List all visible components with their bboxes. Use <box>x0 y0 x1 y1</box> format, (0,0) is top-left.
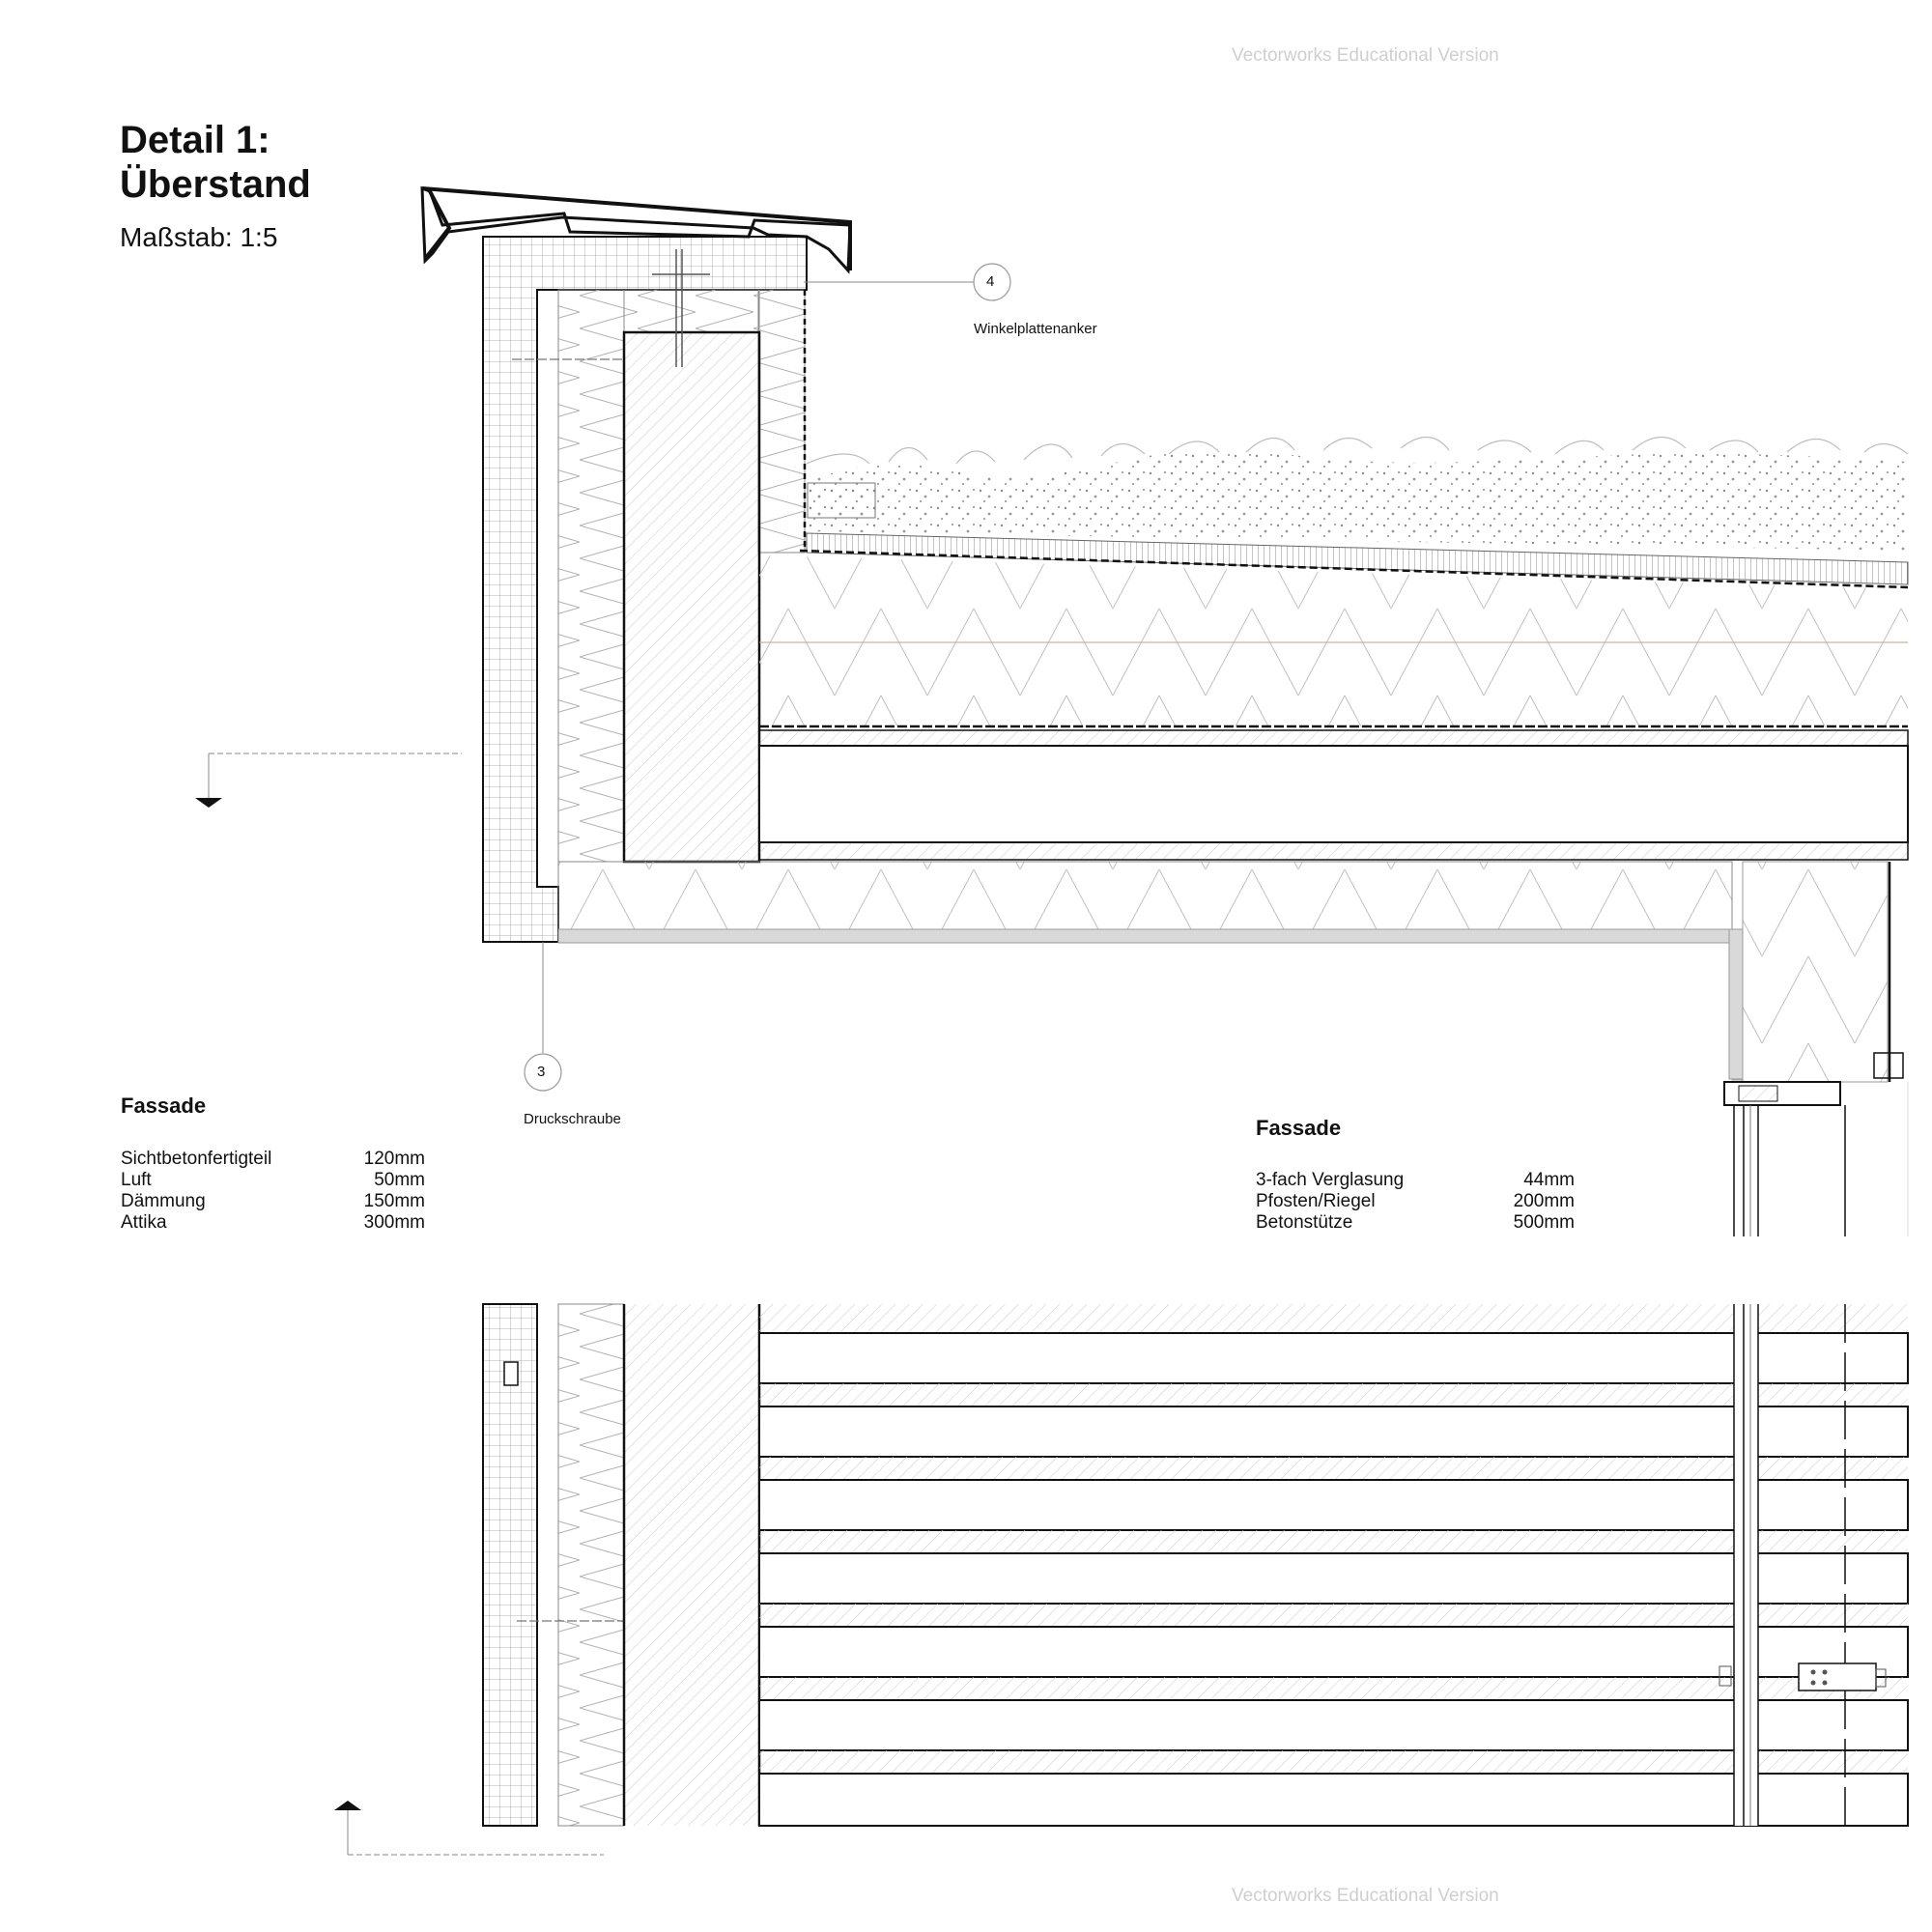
spec-left-row-value: 300mm <box>363 1212 425 1233</box>
roof-slab <box>759 730 1908 860</box>
spec-right-row-value: 200mm <box>1513 1191 1575 1211</box>
spec-right-heading: Fassade <box>1256 1116 1342 1140</box>
roof-insulation <box>759 555 1908 727</box>
scale-label: Maßstab: 1:5 <box>120 222 278 252</box>
spec-right-row-name: Betonstütze <box>1256 1212 1353 1233</box>
lower-parapet-wall <box>624 1304 759 1826</box>
spec-left-row-value: 50mm <box>374 1170 425 1190</box>
callout-3-label: Druckschraube <box>524 1111 621 1127</box>
parapet-wall <box>624 332 759 862</box>
detail-subtitle: Überstand <box>120 163 311 206</box>
lower-precast-panel <box>483 1304 537 1826</box>
spec-right-row-name: Pfosten/Riegel <box>1256 1191 1376 1211</box>
spec-left-row-value: 120mm <box>363 1149 425 1169</box>
window-head <box>1724 862 1908 1236</box>
spec-left-row-name: Luft <box>121 1170 152 1190</box>
spec-right-row-name: 3-fach Verglasung <box>1256 1170 1405 1190</box>
spec-left-row-name: Dämmung <box>121 1191 206 1211</box>
spec-left-row-value: 150mm <box>363 1191 425 1211</box>
spec-right-row-value: 44mm <box>1523 1170 1575 1190</box>
callout-4-label: Winkelplattenanker <box>974 321 1097 337</box>
callout-3-number: 3 <box>537 1064 546 1080</box>
callout-4-number: 4 <box>986 273 995 290</box>
spec-left-row-name: Attika <box>121 1212 167 1233</box>
spec-left-row-name: Sichtbetonfertigteil <box>121 1149 272 1169</box>
spec-left-heading: Fassade <box>121 1094 207 1118</box>
spec-right-row-value: 500mm <box>1513 1212 1575 1233</box>
section-mark-upper <box>195 753 462 808</box>
soffit-insulation <box>558 862 1743 1080</box>
watermark-top: Vectorworks Educational Version <box>1232 45 1499 66</box>
detail-title: Detail 1: <box>120 119 270 161</box>
watermark-bottom: Vectorworks Educational Version <box>1232 1886 1499 1906</box>
